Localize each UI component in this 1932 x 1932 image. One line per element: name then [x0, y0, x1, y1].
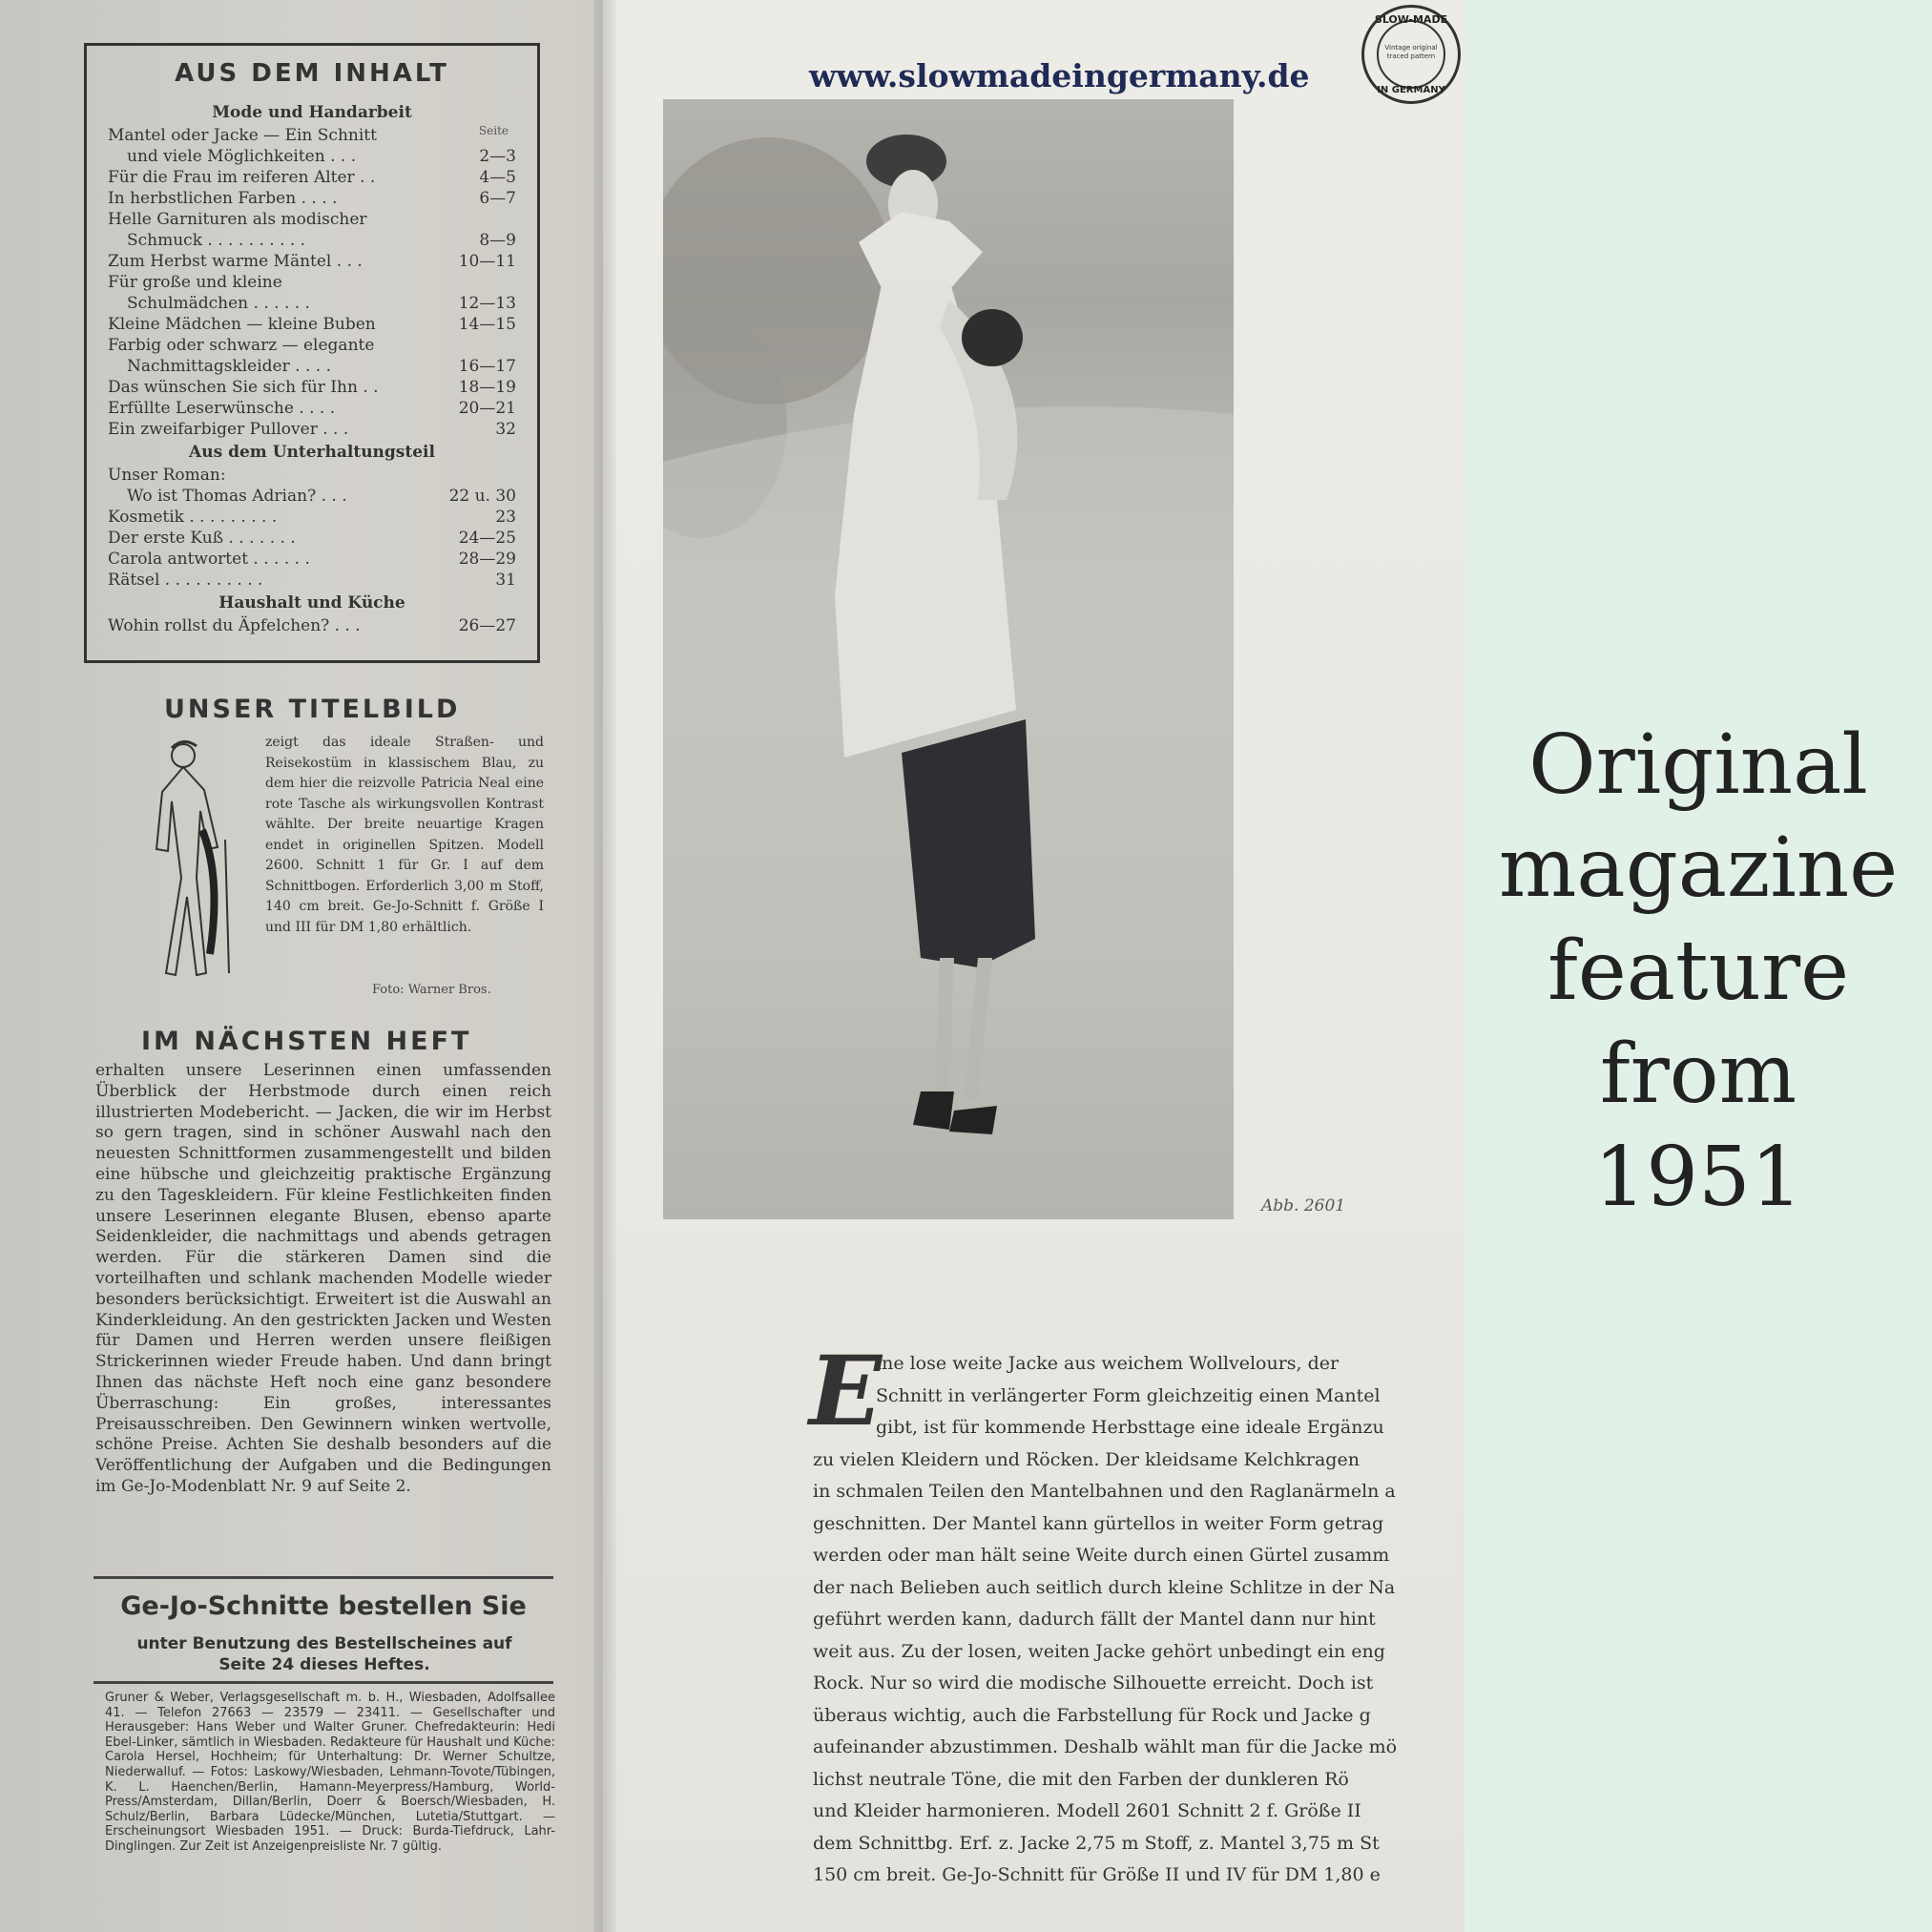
side-label-line: 1951: [1593, 1130, 1803, 1225]
toc-item-title: Unser Roman:: [108, 466, 226, 485]
toc-item-title: Das wünschen Sie sich für Ihn . .: [108, 378, 379, 397]
toc-item-title: Mantel oder Jacke — Ein Schnitt: [108, 126, 377, 145]
article-line: ine lose weite Jacke aus weichem Wollvelours, der: [876, 1353, 1340, 1374]
toc-item-pages: 24—25: [458, 529, 516, 548]
toc-item-pages: 4—5: [479, 168, 516, 187]
toc-row: [108, 377, 516, 398]
toc-item-pages: 12—13: [458, 294, 516, 313]
article-line: weit aus. Zu der losen, weiten Jacke gehört unbedingt ein eng: [813, 1640, 1385, 1662]
toc-item-title: Für die Frau im reiferen Alter . .: [108, 168, 376, 187]
toc-item-pages: 10—11: [458, 252, 516, 271]
toc-item-title: Zum Herbst warme Mäntel . . .: [108, 252, 363, 271]
article-line: 150 cm breit. Ge-Jo-Schnitt für Größe II und IV für DM 1,80 e: [813, 1864, 1381, 1885]
seal-middle-text: Vintage original traced pattern: [1384, 44, 1438, 60]
toc-item-title: Carola antwortet . . . . . .: [108, 550, 310, 569]
model-silhouette: [663, 99, 1234, 1219]
toc-title: AUS DEM INHALT: [175, 59, 449, 88]
toc-item-title: und viele Möglichkeiten . . .: [127, 147, 357, 166]
toc-row: [108, 272, 516, 293]
toc-item-title: Schmuck . . . . . . . . . .: [127, 231, 306, 250]
side-label: [1465, 714, 1932, 1229]
toc-item-pages: 20—21: [458, 399, 516, 418]
toc-item-pages: 18—19: [458, 378, 516, 397]
toc-row: [108, 188, 516, 209]
toc-item-pages: 6—7: [479, 189, 516, 208]
toc-row: [108, 507, 516, 528]
titelbild-heading: UNSER TITELBILD: [164, 695, 461, 724]
seal-bottom-text: IN GERMANY: [1377, 85, 1445, 95]
toc-item-pages: 26—27: [458, 616, 516, 635]
toc-item-pages: 22 u. 30: [448, 487, 516, 506]
toc-item-pages: 16—17: [458, 357, 516, 376]
article-text: [813, 1348, 1465, 1892]
toc-row: [108, 570, 516, 591]
toc-item-pages: 32: [495, 420, 516, 439]
toc-row: [108, 465, 516, 486]
article-line: aufeinander abzustimmen. Deshalb wählt man für die Jacke mö: [813, 1736, 1398, 1757]
toc-row: [108, 486, 516, 507]
order-title: Ge-Jo-Schnitte bestellen Sie: [120, 1591, 527, 1621]
toc-row: [108, 419, 516, 440]
toc-item-title: Nachmittagskleider . . . .: [127, 357, 331, 376]
toc-item-pages: 23: [495, 508, 516, 527]
toc-item-pages: 2—3: [479, 147, 516, 166]
toc-item-title: Schulmädchen . . . . . .: [127, 294, 310, 313]
toc-row: [108, 293, 516, 314]
toc-row: [108, 125, 516, 146]
toc-item-pages: 14—15: [458, 315, 516, 334]
toc-item-title: Rätsel . . . . . . . . . .: [108, 571, 263, 590]
article-line: geschnitten. Der Mantel kann gürtellos in weiter Form getrag: [813, 1512, 1384, 1534]
toc-item-title: Farbig oder schwarz — elegante: [108, 336, 375, 355]
naechstes-heft-text: erhalten unsere Leserinnen einen umfassenden Überblick der Herbstmode durch einen reich illustrierten Modebericht. — Jacken, die wir im Herbst so gern tragen, sind in schöner Auswahl nach den neuesten Schnittformen zusammengestellt und bilden eine hübsche und gleichzeitig praktische Ergänzung zu den Tageskleidern. Für kleine Festlichkeiten finden unsere Leserinnen elegante Blusen, ebenso aparte Seidenkleider, die nachmittags und abends getragen werden. Für die stärkeren Damen sind die vorteilhaften und schlank machenden Modelle wieder besonders berücksichtigt. Erweitert ist die Auswahl an Kinderkleidung. An den gestrickten Jacken und Westen für Damen und Herren werden unsere fleißigen Strickerinnen wieder Freude haben. Und dann bringt Ihnen das nächste Heft noch eine ganz besondere Überraschung: Ein großes, interessantes Preisausschreiben. Den Gewinnern winken wertvolle, schöne Preise. Achten Sie deshalb besonders auf die Veröffentlichung der Aufgaben und die Bedingungen im Ge-Jo-Modenblatt Nr. 9 auf Seite 2.: [95, 1061, 551, 1496]
toc-row: [108, 615, 516, 636]
titelbild-credit: Foto: Warner Bros.: [372, 983, 491, 997]
toc-item-title: Wohin rollst du Äpfelchen? . . .: [108, 616, 361, 635]
seal-top-text: SLOW-MADE: [1374, 13, 1448, 26]
page-gutter: [593, 0, 616, 1932]
table-of-contents: [84, 43, 540, 663]
article-line: zu vielen Kleidern und Röcken. Der kleidsame Kelchkragen: [813, 1448, 1360, 1470]
toc-row: [108, 314, 516, 335]
toc-item-pages: 28—29: [458, 550, 516, 569]
toc-item-title: In herbstlichen Farben . . . .: [108, 189, 338, 208]
toc-item-pages: 8—9: [479, 231, 516, 250]
article-line: Rock. Nur so wird die modische Silhouette erreicht. Doch ist: [813, 1672, 1374, 1693]
toc-item-title: Wo ist Thomas Adrian? . . .: [127, 487, 347, 506]
article-line: dem Schnittbg. Erf. z. Jacke 2,75 m Stoff, z. Mantel 3,75 m St: [813, 1832, 1380, 1854]
naechstes-heft-heading: IM NÄCHSTEN HEFT: [141, 1027, 472, 1056]
toc-row: [108, 398, 516, 419]
article-line: gibt, ist für kommende Herbsttage eine ideale Ergänzu: [876, 1417, 1384, 1438]
divider-rule: [93, 1681, 553, 1684]
toc-section-heading: Mode und Handarbeit: [212, 103, 412, 122]
article-dropcap: E: [809, 1335, 883, 1447]
toc-item-title: Für große und kleine: [108, 273, 282, 292]
article-line: und Kleider harmonieren. Modell 2601 Schnitt 2 f. Größe II: [813, 1800, 1361, 1821]
article-line: überaus wichtig, auch die Farbstellung für Rock und Jacke g: [813, 1704, 1371, 1726]
toc-section-heading: Haushalt und Küche: [218, 593, 405, 613]
side-label-line: from: [1599, 1027, 1797, 1122]
article-line: lichst neutrale Töne, die mit den Farben der dunkleren Rö: [813, 1768, 1349, 1790]
side-label-line: feature: [1548, 924, 1849, 1019]
toc-item-pages: 31: [495, 571, 516, 590]
slow-made-seal-logo: [1361, 5, 1461, 104]
toc-item-title: Der erste Kuß . . . . . . .: [108, 529, 296, 548]
toc-row: [108, 528, 516, 549]
toc-row: [108, 146, 516, 167]
order-subtitle: unter Benutzung des Bestellscheines auf Seite 24 dieses Heftes.: [136, 1634, 512, 1674]
toc-item-title: Helle Garnituren als modischer: [108, 210, 367, 229]
article-line: in schmalen Teilen den Mantelbahnen und den Raglanärmeln a: [813, 1481, 1396, 1502]
divider-rule: [93, 1576, 553, 1579]
toc-item-title: Ein zweifarbiger Pullover . . .: [108, 420, 349, 439]
toc-row: [108, 230, 516, 251]
toc-row: [108, 356, 516, 377]
article-line: Schnitt in verlängerter Form gleichzeitig einen Mantel: [876, 1384, 1381, 1406]
photo-caption: Abb. 2601: [1261, 1196, 1346, 1215]
toc-item-title: Kleine Mädchen — kleine Buben: [108, 315, 376, 334]
toc-row: [108, 167, 516, 188]
side-label-line: magazine: [1498, 821, 1899, 916]
toc-row: [108, 335, 516, 356]
titelbild-text: zeigt das ideale Straßen- und Reisekostüm in klassischem Blau, zu dem hier die reizvolle Patricia Neal eine rote Tasche als wirkungsvollen Kontrast wählte. Der breite neuartige Kragen endet in originellen Spitzen. Modell 2600. Schnitt 1 für Gr. I auf dem Schnittbogen. Erforderlich 3,00 m Stoff, 140 cm breit. Ge-Jo-Schnitt f. Größe I und III für DM 1,80 erhältlich.: [265, 735, 544, 935]
toc-row: [108, 209, 516, 230]
cover-model-sketch: [134, 735, 239, 992]
article-line: werden oder man hält seine Weite durch einen Gürtel zusamm: [813, 1545, 1390, 1566]
article-line: geführt werden kann, dadurch fällt der Mantel dann nur hint: [813, 1609, 1376, 1630]
toc-row: [108, 251, 516, 272]
website-url: www.slowmadeingermany.de: [809, 57, 1310, 94]
toc-seite-label: Seite: [478, 124, 509, 137]
toc-item-title: Kosmetik . . . . . . . . .: [108, 508, 278, 527]
side-label-line: Original: [1528, 717, 1868, 813]
toc-item-title: Erfüllte Leserwünsche . . . .: [108, 399, 336, 418]
toc-section-heading: Aus dem Unterhaltungsteil: [189, 443, 435, 462]
imprint-text: Gruner & Weber, Verlagsgesellschaft m. b. H., Wiesbaden, Adolfsallee 41. — Telefon 27663 — 23579 — 23411. — Gesellschafter und Herausgeber: Hans Weber und Walter Gruner. Chefredakteurin: Hedi Ebel-Linker, sämtlich in Wiesbaden. Redakteure für Haushalt und Küche: Carola Hersel, Hochheim; für Unterhaltung: Dr. Werner Schultze, Niederwalluf. — Fotos: Laskowy/Wiesbaden, Lehmann-Tovote/Tübingen, K. L. Haenchen/Berlin, Hamann-Meyerpress/Hamburg, World-Press/Amsterdam, Dillan/Berlin, Doerr & Boersch/Wiesbaden, H. Schulz/Berlin, Barbara Lüdecke/München, Lutetia/Stuttgart. — Erscheinungsort Wiesbaden 1951. — Druck: Burda-Tiefdruck, Lahr-Dinglingen. Zur Zeit ist Anzeigenpreisliste Nr. 7 gültig.: [105, 1691, 555, 1854]
fashion-photo: [663, 99, 1234, 1219]
article-line: der nach Belieben auch seitlich durch kleine Schlitze in der Na: [813, 1576, 1396, 1598]
toc-row: [108, 549, 516, 570]
